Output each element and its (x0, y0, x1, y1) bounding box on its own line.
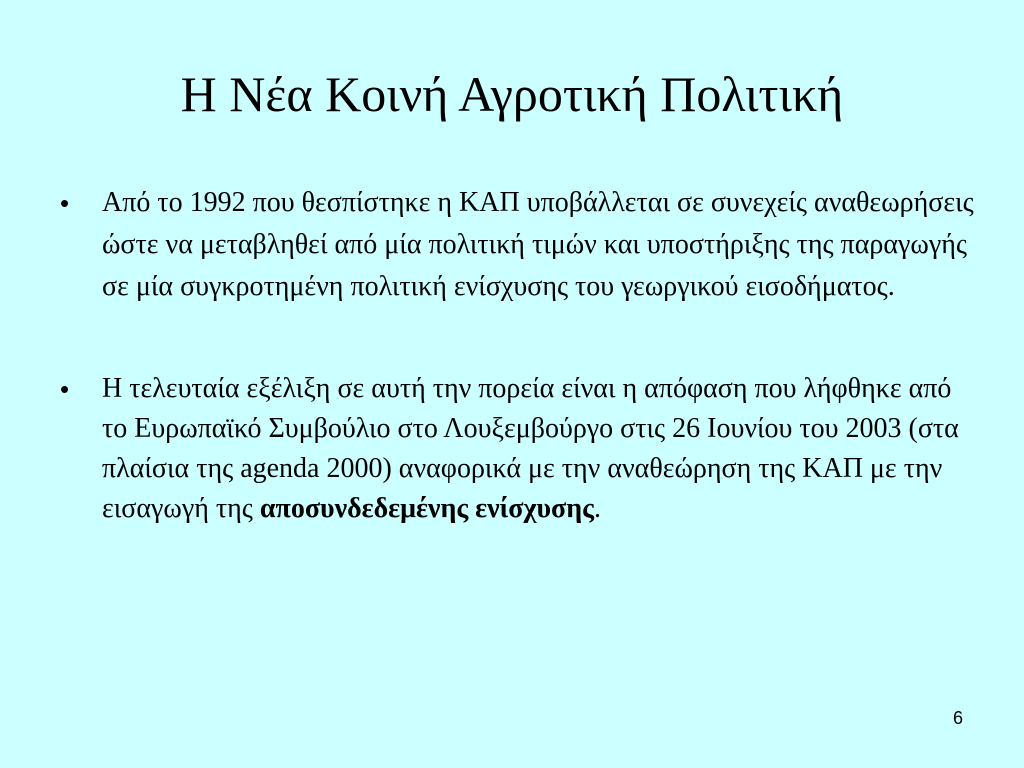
bold-term: αποσυνδεδεμένης ενίσχυσης (259, 493, 594, 524)
slide-title: Η Νέα Κοινή Αγροτική Πολιτική (180, 66, 844, 122)
slide-number: 6 (952, 708, 963, 728)
bullet-marker: • (60, 374, 70, 404)
bullet-trailing-text: . (593, 493, 601, 524)
bullet-marker: • (60, 188, 70, 218)
bullet-text: Από το 1992 που θεσπίστηκε η ΚΑΠ υποβάλλεται σε συνεχείς αναθεωρήσεις ώστε να μεταβληθεί από μία πολιτική τιμών και υποστήριξης της παραγωγής σε μία συγκροτημένη πολιτική ενίσχυσης του γεωργικού εισοδήματος. (102, 187, 974, 302)
bullet-item-cap-revisions (60, 182, 980, 308)
bullet-text: Η τελευταία εξέλιξη σε αυτή την πορεία είναι η απόφαση που λήφθηκε από το Ευρωπαϊκό Συμβούλιο στο Λουξεμβούργο στις 26 Ιουνίου του 2003 (στα πλαίσια της agenda 2000) αναφορικά με την αναθεώρηση της ΚΑΠ με την εισαγωγή της (102, 373, 959, 524)
bullet-list (60, 182, 980, 529)
bullet-item-latest-development (60, 369, 980, 529)
